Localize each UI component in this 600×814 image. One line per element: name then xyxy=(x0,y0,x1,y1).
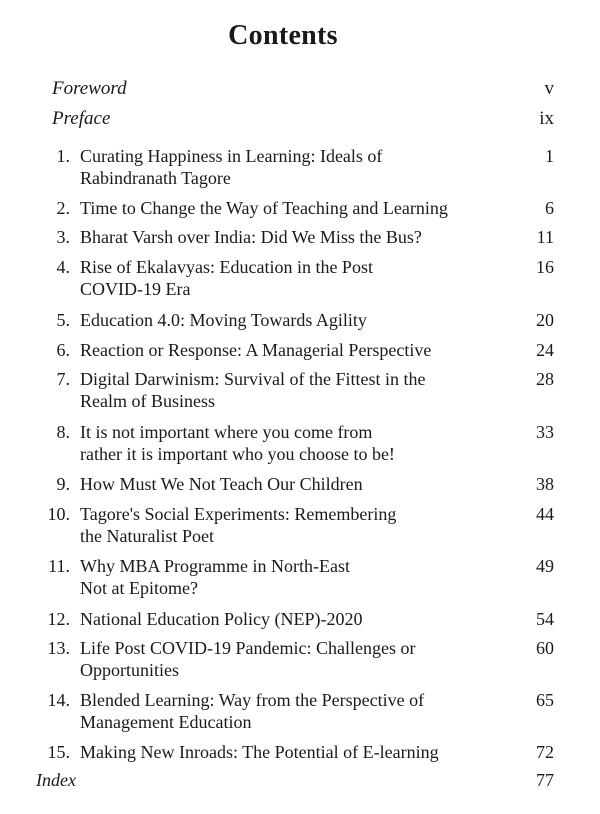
chapter-number: 4. xyxy=(56,257,70,277)
chapter-page: 44 xyxy=(536,504,554,524)
chapter-title-line: rather it is important who you choose to be! xyxy=(80,444,395,464)
chapter-number: 14. xyxy=(47,690,70,710)
chapter-title xyxy=(80,256,490,300)
chapter-page: 60 xyxy=(536,638,554,658)
chapter-title-line: Management Education xyxy=(80,712,252,732)
chapter-number: 11. xyxy=(48,556,70,576)
chapter-title-line: Not at Epitome? xyxy=(80,578,198,598)
chapter-page: 28 xyxy=(536,369,554,389)
toc-entry-title: Index xyxy=(36,770,76,790)
page-title: Contents xyxy=(228,20,338,51)
chapter-title-line: Rise of Ekalavyas: Education in the Post xyxy=(80,257,373,277)
toc-entry-page: 77 xyxy=(536,770,554,790)
chapter-title-line: It is not important where you come from xyxy=(80,422,373,442)
chapter-title xyxy=(80,339,490,361)
chapter-title-line: Realm of Business xyxy=(80,391,215,411)
chapter-title-line: Opportunities xyxy=(80,660,179,680)
chapter-page: 72 xyxy=(536,742,554,762)
chapter-number: 5. xyxy=(56,310,70,330)
chapter-title-line: Why MBA Programme in North-East xyxy=(80,556,350,576)
chapter-title-line: How Must We Not Teach Our Children xyxy=(80,474,363,494)
chapter-title xyxy=(80,689,490,733)
chapter-title-line: Education 4.0: Moving Towards Agility xyxy=(80,310,367,330)
chapter-number: 13. xyxy=(47,638,70,658)
toc-entry-title: Preface xyxy=(52,108,111,129)
chapter-title xyxy=(80,555,490,599)
toc-entry-title: Foreword xyxy=(52,78,127,99)
chapter-page: 65 xyxy=(536,690,554,710)
chapter-number: 7. xyxy=(56,369,70,389)
chapter-page: 54 xyxy=(536,609,554,629)
chapter-title-line: Digital Darwinism: Survival of the Fittest in the xyxy=(80,369,426,389)
chapter-title-line: Rabindranath Tagore xyxy=(80,168,231,188)
chapter-title-line: Blended Learning: Way from the Perspective of xyxy=(80,690,425,710)
chapter-title xyxy=(80,473,490,495)
chapter-title-line: National Education Policy (NEP)-2020 xyxy=(80,609,363,629)
chapter-title-line: Time to Change the Way of Teaching and Learning xyxy=(80,198,448,218)
chapter-title xyxy=(80,637,490,681)
chapter-number: 9. xyxy=(56,474,70,494)
chapter-page: 6 xyxy=(545,198,554,218)
chapter-title-line: Tagore's Social Experiments: Remembering xyxy=(80,504,397,524)
chapter-number: 15. xyxy=(47,742,70,762)
chapter-title-line: Reaction or Response: A Managerial Perspective xyxy=(80,340,432,360)
chapter-page: 49 xyxy=(536,556,554,576)
chapter-number: 6. xyxy=(56,340,70,360)
chapter-title xyxy=(80,608,490,630)
chapter-page: 1 xyxy=(545,146,554,166)
chapter-title-line: Bharat Varsh over India: Did We Miss the Bus? xyxy=(80,227,422,247)
chapter-number: 1. xyxy=(56,146,70,166)
chapter-title xyxy=(80,503,490,547)
toc-entry-page: v xyxy=(544,78,554,99)
toc-entry-page: ix xyxy=(539,108,554,129)
chapter-title xyxy=(80,197,490,219)
chapter-title-line: Curating Happiness in Learning: Ideals of xyxy=(80,146,383,166)
chapter-number: 12. xyxy=(47,609,70,629)
chapter-page: 33 xyxy=(536,422,554,442)
chapter-page: 16 xyxy=(536,257,554,277)
chapter-title-line: the Naturalist Poet xyxy=(80,526,214,546)
chapter-page: 24 xyxy=(536,340,554,360)
chapter-title xyxy=(80,741,490,763)
chapter-page: 38 xyxy=(536,474,554,494)
chapter-title xyxy=(80,309,490,331)
chapter-title-line: COVID-19 Era xyxy=(80,279,191,299)
chapter-number: 10. xyxy=(47,504,70,524)
chapter-title xyxy=(80,145,490,189)
chapter-number: 2. xyxy=(56,198,70,218)
chapter-title xyxy=(80,421,490,465)
chapter-title-line: Life Post COVID-19 Pandemic: Challenges or xyxy=(80,638,416,658)
chapter-number: 3. xyxy=(56,227,70,247)
chapter-page: 11 xyxy=(536,227,554,247)
chapter-title-line: Making New Inroads: The Potential of E-learning xyxy=(80,742,439,762)
chapter-title xyxy=(80,368,490,412)
chapter-title xyxy=(80,226,490,248)
chapter-number: 8. xyxy=(56,422,70,442)
chapter-page: 20 xyxy=(536,310,554,330)
